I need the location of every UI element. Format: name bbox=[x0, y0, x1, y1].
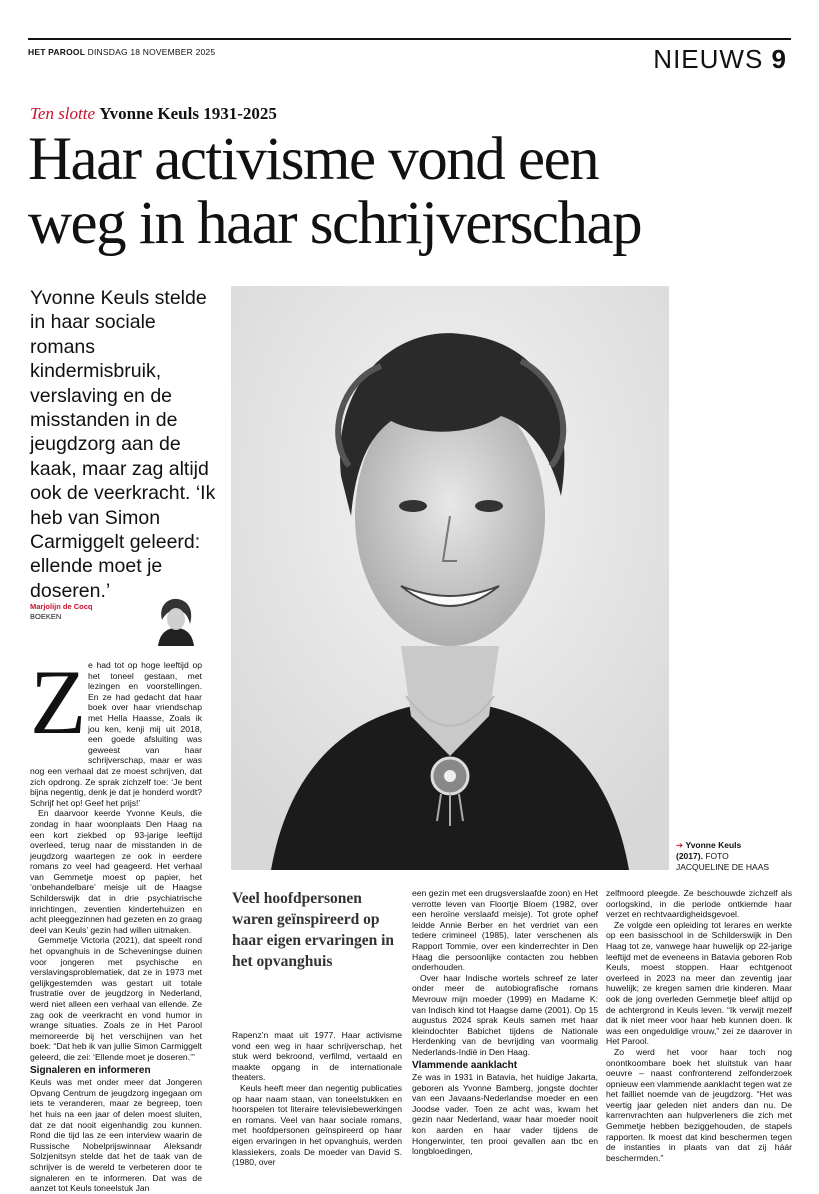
paragraph: Over haar Indische wortels schreef ze later onder meer de autobiografische romans Mevrouw mijn moeder (1999) en Madame K: van Indisch kind tot Haagse dame (2001). Op 15 augustus 2024 sprak Keuls samen met haar kleindochter Babichet tijdens de Nationale Herdenking van de bevrijding van voormalig Nederlands-Indië in Den Haag. bbox=[412, 972, 598, 1057]
section-label bbox=[653, 44, 787, 75]
paragraph: Keuls was met onder meer dat Jongeren Opvang Centrum de jeugdzorg ingegaan om iets te veranderen, maar ze begreep, toen het huis na een jaar of delen moest sluiten, dat ze dat nooit eigenhandig zou kunnen. Rond die tijd las ze een interview waarin de Russische Nobelprijswinnaar Aleksandr Solzjenitsyn stelde dat het de taak van de schrijver is de wereld te verbeteren door te signaleren en te informeren. Dat was de aanzet tot Keuls toneelstuk Jan bbox=[30, 1077, 202, 1194]
intro-text: Yvonne Keuls stelde in haar sociale romans kindermisbruik, verslaving en de misstanden in de jeugdzorg aan de kaak, maar zag altijd ook de veerkracht. ‘Ik heb van Simon Carmiggelt geleerd: ellende moet je doseren.’ bbox=[30, 287, 216, 602]
paragraph: zelfmoord pleegde. Ze beschouwde zichzelf als oorlogskind, in die periode ontkiemde haar verzet en rechtvaardigheidsgevoel. bbox=[606, 888, 792, 920]
paragraph: e had tot op hoge leeftijd op het toneel gestaan, met lezingen en voorstellingen. En ze had gedacht dat haar boek over haar vriendschap met Hella Haasse, Zoals ik jou ken, kenji mij uit 2018, een goede afsluiting was geweest van haar schrijverschap, maar er was nog een verhaal dat ze moest schrijven, dat zich opdrong. Ze sprak zichzelf toe: ‘Je bent bijna negentig, denk je dat je honderd wordt? Schrijf het op! Geef het prijs!’ bbox=[30, 660, 202, 808]
paper-name: HET PAROOL bbox=[28, 47, 86, 57]
portrait-illustration bbox=[231, 286, 669, 870]
caption-credit: JACQUELINE DE HAAS bbox=[676, 862, 770, 872]
section-name: NIEUWS bbox=[653, 44, 764, 74]
headline bbox=[28, 128, 798, 256]
author-avatar bbox=[150, 594, 202, 646]
paragraph: Rapenz’n maat uit 1977. Haar activisme vond een weg in haar schrijverschap, het stuk werd bekroond, verfilmd, vertaald en maakte opgang in de internationale theaters. bbox=[232, 1030, 402, 1083]
kicker bbox=[30, 104, 277, 124]
paragraph: Zo werd het voor haar toch nog onontkoombare boek het sluitstuk van haar oeuvre – naast confronterend zelfonderzoek opnieuw een vlammende aanklacht tegen wat ze het failliet noemde van de jeugdzorg. “Het was veertig jaar geleden niet anders dan nu. De karrenvrachten aan hulpverleners die zich met Gemmetje hebben beziggehouden, de stapels rapporten. Ik moest dat kind beschermen tegen de instanties in plaats van dat zij háár beschermden.” bbox=[606, 1046, 792, 1163]
pull-quote: Veel hoofdpersonen waren geïnspireerd op haar eigen ervaringen in het opvanghuis bbox=[232, 890, 395, 970]
photo-caption bbox=[676, 840, 796, 873]
paragraph: Gemmetje Victoria (2021), dat speelt rond het opvanghuis in de Scheveningse duinen voor jongeren met psychische en verslavingsproblematiek, dat ze in 1973 met gelijkgestemden was gestart uit totale frustratie over de jeugdzorg in Nederland, werd niet alleen een verhaal van ellende. Ze zag ook de veerkracht en vond humor in wrange situaties. Zoals ze in Het Parool memoreerde bij het verschijnen van het boek: “Dat heb ik van jullie Simon Carmiggelt geleerd, die zei: ‘Ellende moet je doseren.’” bbox=[30, 935, 202, 1062]
dropcap: Z bbox=[30, 651, 87, 753]
subheading: Signaleren en informeren bbox=[30, 1064, 151, 1076]
kicker-name: Yvonne Keuls 1931-2025 bbox=[99, 104, 277, 123]
article-column-2 bbox=[232, 1030, 402, 1168]
paragraph: Ze volgde een opleiding tot lerares en werkte op een basisschool in de Schilderswijk in Den Haag tot ze, vanwege haar huwelijk op 22-jarige leeftijd met de eveneens in Batavia geboren Rob Keuls, moest stoppen. Haar echtgenoot overleed in 2023 na meer dan zeventig jaar huwelijk; ze kregen samen drie kinderen. Maar ook de jong overleden Gemmetje bleef altijd op de achtergrond in Keuls leven. “Ik verwijt mezelf dat ik niet meer voor haar heb kunnen doen. Ik was een ongeduldige vrouw,” zei ze daarover in Het Parool. bbox=[606, 919, 792, 1047]
issue-date: DINSDAG 18 NOVEMBER 2025 bbox=[87, 47, 216, 57]
caption-name: Yvonne Keuls bbox=[685, 840, 742, 850]
headline-line-2: weg in haar schrijverschap bbox=[28, 190, 642, 257]
headline-line-1: Haar activisme vond een bbox=[28, 126, 599, 193]
subheading: Vlammende aanklacht bbox=[412, 1059, 518, 1071]
portrait-photo bbox=[231, 286, 669, 870]
header-rule bbox=[28, 38, 791, 40]
caption-year: (2017). bbox=[676, 851, 703, 861]
paragraph: een gezin met een drugsverslaafde zoon) en Het verrotte leven van Floortje Bloem (1982, over een heroïne verslaafd meisje). Tot grote ophef leidde Annie Berber en het verdriet van een tedere crimineel (1985), later verschenen als Rapport Tommie, over een kinderrechter in Den Haag die persoonlijke contacten zou hebben onderhouden. bbox=[412, 888, 598, 973]
article-column-1 bbox=[30, 651, 203, 1194]
paragraph: En daarvoor keerde Yvonne Keuls, die zondag in haar woonplaats Den Haag na een kort ziekbed op 93-jarige leeftijd overleed, terug naar de misstanden in de jeugdzorg waartegen ze ook in eerdere romans zo veel had geageerd. Het verhaal van Gemmetje moest op papier, het ‘onbehandelbare’ meisje uit de Haagse Schilderswijk dat in drie psychiatrische inrichtingen, zeventien kindertehuizen en acht pleeggezinnen had gezeten en zo graag deel van Keuls’ gezin had willen uitmaken. bbox=[30, 808, 203, 935]
caption-arrow-icon: ➔ bbox=[676, 840, 684, 850]
caption-foto-label: FOTO bbox=[705, 851, 729, 861]
page-number: 9 bbox=[771, 44, 787, 74]
author-avatar-illustration bbox=[150, 594, 202, 646]
article-column-3 bbox=[412, 888, 598, 1157]
author-role: BOEKEN bbox=[30, 612, 62, 621]
kicker-label: Ten slotte bbox=[30, 104, 96, 123]
article-column-4 bbox=[606, 888, 792, 1163]
paragraph: Ze was in 1931 in Batavia, het huidige Jakarta, geboren als Yvonne Bamberg, jongste dochter van een Javaans-Nederlandse moeder en een Joodse vader. Toen ze acht was, kwam het gezin naar Nederland, waar haar moeder nooit kon aarden en haar vader tijdens de Hongerwinter, ten prooi gevallen aan tbc en longbloedingen, bbox=[412, 1072, 598, 1157]
author-name: Marjolijn de Cocq bbox=[30, 602, 93, 611]
paragraph: Keuls heeft meer dan negentig publicaties op haar naam staan, van toneelstukken en hoorspelen tot literaire televisiebewerkingen en romans. Veel van haar sociale romans, met hoofdpersonen geïnspireerd op haar eigen ervaringen in het opvanghuis, werden klassiekers, zoals De moeder van David S. (1980, over bbox=[232, 1082, 402, 1168]
masthead bbox=[28, 47, 215, 57]
